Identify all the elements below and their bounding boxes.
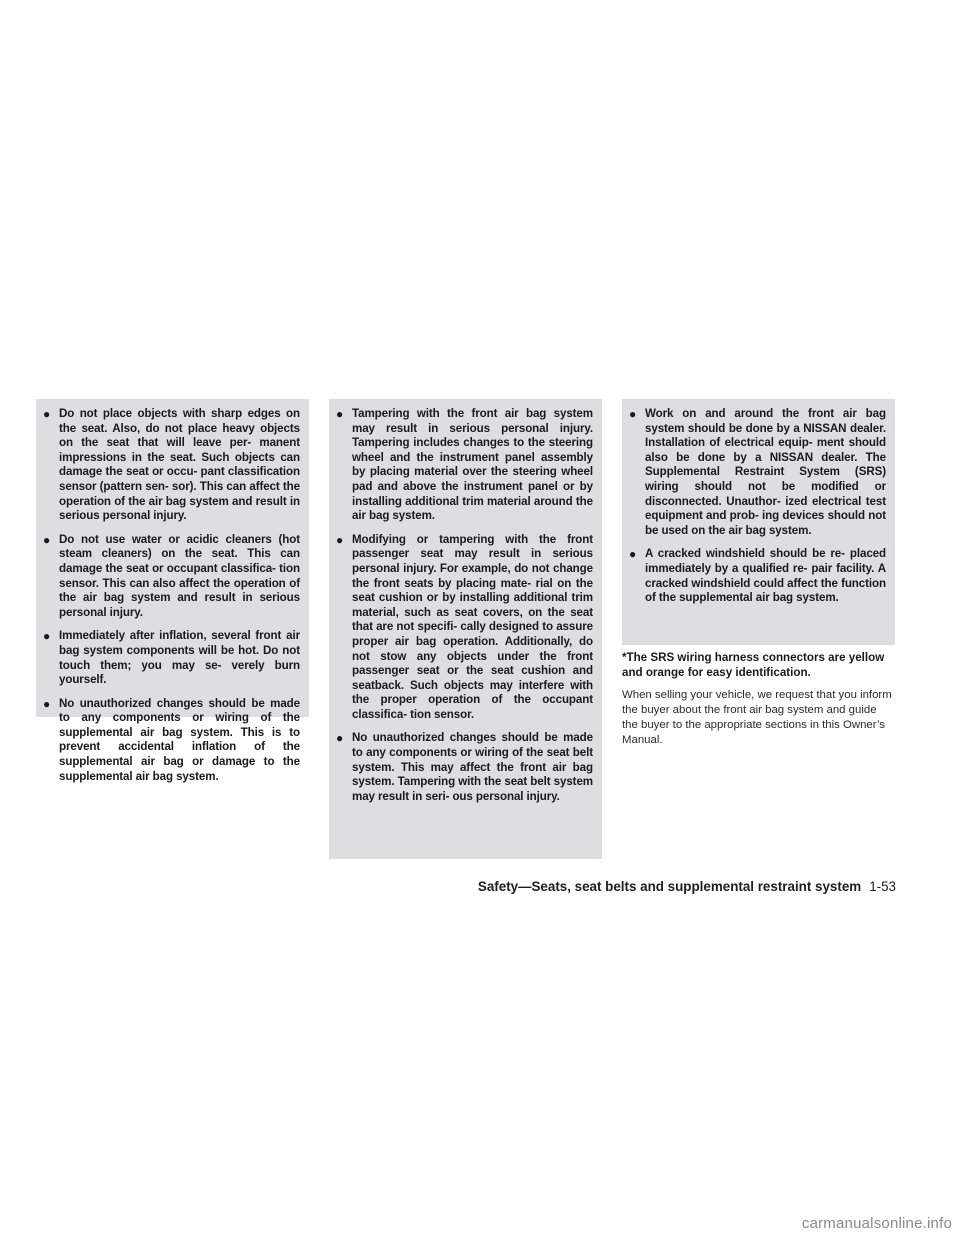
warning-item bbox=[44, 697, 300, 785]
srs-connector-note: *The SRS wiring harness connectors are yellow and orange for easy identification. bbox=[622, 651, 885, 679]
warning-item bbox=[44, 629, 300, 687]
warning-text: No unauthorized changes should be made to any components or wiring of the seat belt system. This may affect the front air bag system. Tampering with the seat belt system may result in seri- ous personal injury. bbox=[352, 731, 593, 803]
bullet-icon: ● bbox=[43, 407, 51, 421]
warning-item bbox=[630, 407, 886, 538]
warning-list-2 bbox=[337, 407, 593, 804]
warning-box-column-1 bbox=[36, 399, 309, 783]
warning-item bbox=[337, 533, 593, 723]
selling-vehicle-note: When selling your vehicle, we request that you inform the buyer about the front air bag system and guide the buyer to the appropriate sections in this Owner’s Manual. bbox=[622, 689, 892, 746]
warning-item bbox=[44, 407, 300, 524]
warning-box-column-2 bbox=[329, 399, 602, 859]
bullet-icon: ● bbox=[629, 547, 637, 562]
warning-item bbox=[630, 547, 886, 605]
warning-list-3 bbox=[630, 407, 886, 606]
warning-item bbox=[337, 731, 593, 804]
warning-text: Do not place objects with sharp edges on the seat. Also, do not place heavy objects on the seat that will leave per- manent impressions in the seat. Such objects can damage the seat or occu- pant classification sensor (pattern sen- sor). This can affect the operation of the air bag system and result in serious personal injury. bbox=[59, 407, 300, 523]
bullet-icon: ● bbox=[43, 629, 51, 644]
warning-text: Immediately after inflation, several front air bag system components will be hot. Do not touch them; you may se- verely burn yourself. bbox=[59, 629, 300, 687]
section-title: Safety—Seats, seat belts and supplemental restraint system bbox=[477, 879, 862, 894]
warning-text: Modifying or tampering with the front passenger seat may result in serious personal injury. For example, do not change the front seats by placing mate- rial on the seat cushion or by installing additional trim material, such as seat covers, on the seat that are not specifi- cally designed to assure proper air bag operation. Additionally, do not stow any objects under the front passenger seat or the seat cushion and seatback. Such objects may interfere with the proper operation of the occupant classifica- tion sensor. bbox=[352, 532, 593, 721]
warning-text: Work on and around the front air bag system should be done by a NISSAN dealer. Installation of electrical equip- ment should also be done by a NISSAN dealer. The Supplemental Restraint System (SRS) wiring should not be modified or disconnected. Unauthor- ized electrical test equipment and prob- ing devices should not be used on the air bag system. bbox=[645, 407, 886, 537]
bullet-icon: ● bbox=[629, 407, 637, 421]
bullet-icon: ● bbox=[43, 532, 51, 547]
bullet-icon: ● bbox=[336, 532, 344, 547]
warning-item bbox=[44, 533, 300, 621]
warning-text: Tampering with the front air bag system may result in serious personal injury. Tampering includes changes to the steering wheel and the instrument panel assembly by placing material over the steering wheel pad and above the instrument panel or by installing additional trim material around the air bag system. bbox=[352, 407, 593, 523]
bullet-icon: ● bbox=[336, 407, 344, 421]
watermark-link[interactable]: carmanualsonline.info bbox=[801, 1215, 952, 1232]
page-footer bbox=[478, 878, 896, 896]
bullet-icon: ● bbox=[43, 696, 51, 711]
warning-list-1 bbox=[44, 407, 300, 784]
warning-text: No unauthorized changes should be made to any components or wiring of the supplemental air bag system. This is to prevent accidental inflation of the supplemental air bag or damage to the supplemental air bag system. bbox=[59, 696, 300, 783]
warning-box-column-3 bbox=[622, 399, 895, 645]
warning-text: A cracked windshield should be re- placed immediately by a qualified re- pair facility. A cracked windshield could affect the function of the supplemental air bag system. bbox=[645, 547, 886, 605]
warning-text: Do not use water or acidic cleaners (hot steam cleaners) on the seat. This can damage the seat or occupant classifica- tion sensor. This can also affect the operation of the air bag system and result in serious personal injury. bbox=[59, 532, 300, 619]
warning-item bbox=[337, 407, 593, 524]
bullet-icon: ● bbox=[336, 731, 344, 746]
notes-block bbox=[622, 650, 895, 748]
page-number: 1-53 bbox=[869, 879, 896, 894]
